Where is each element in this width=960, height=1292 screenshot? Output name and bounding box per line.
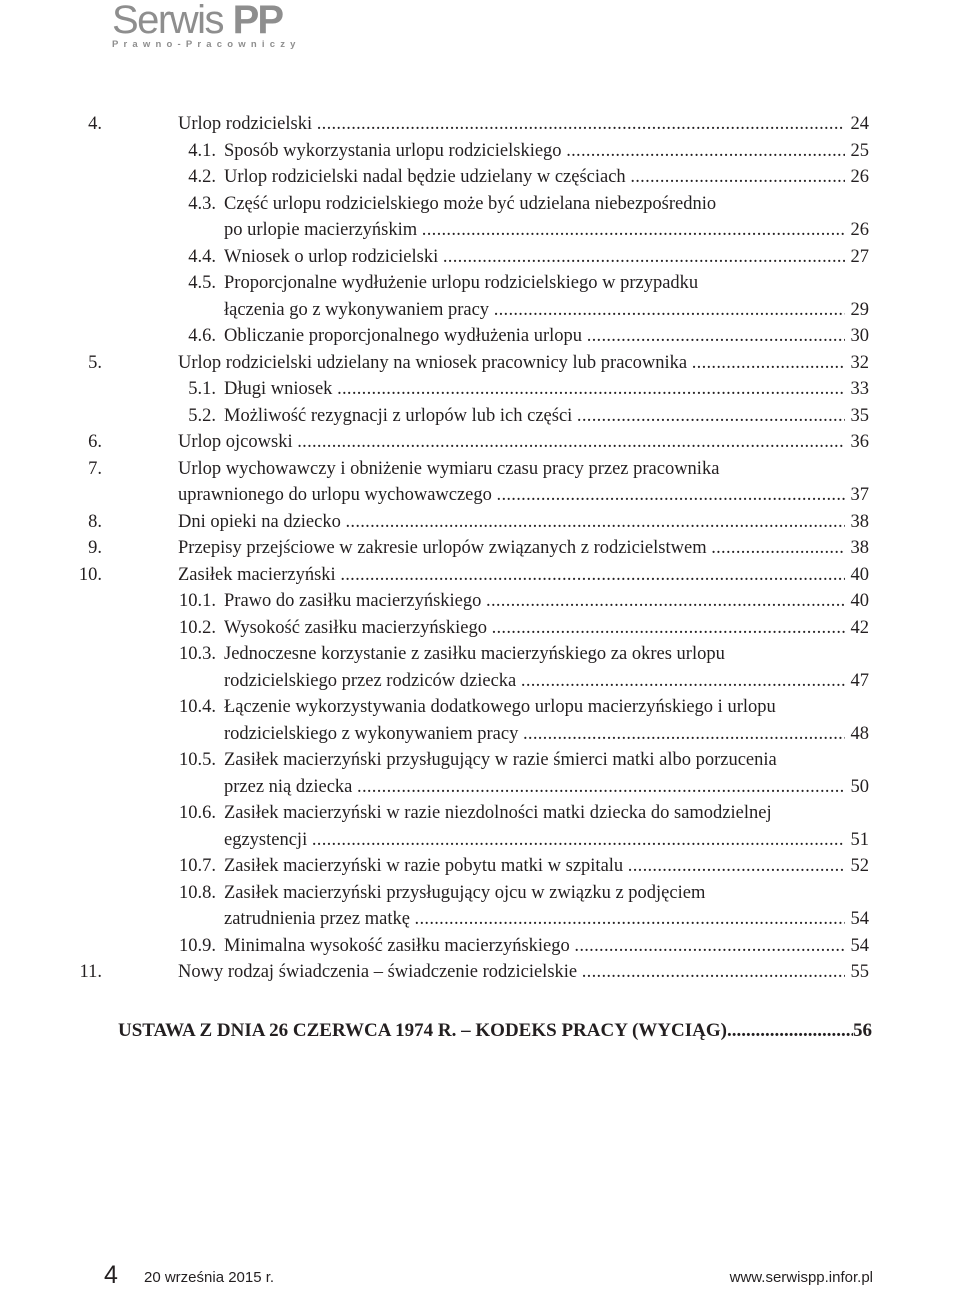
toc-entry[interactable]	[0, 562, 960, 589]
toc-entry-line	[0, 164, 960, 191]
toc-entry-title: Zasiłek macierzyński w razie pobytu matki w szpitalu	[224, 856, 624, 876]
toc-entry-number: 4.6.	[188, 326, 216, 346]
toc-dot-leader	[497, 482, 845, 509]
toc-entry-line	[0, 694, 960, 721]
toc-entry-page: 50	[850, 776, 869, 797]
toc-entry-page: 40	[850, 564, 869, 585]
toc-entry[interactable]	[0, 800, 960, 853]
toc-entry-title: egzystencji	[224, 829, 308, 850]
toc-entry[interactable]	[0, 403, 960, 430]
toc-entry-page: 35	[850, 405, 869, 426]
toc-entry-title: Obliczanie proporcjonalnego wydłużenia urlopu	[224, 326, 583, 346]
toc-entry-line	[0, 535, 960, 562]
toc-entry-page: 38	[850, 511, 869, 532]
toc-dot-leader	[345, 509, 845, 536]
footer-page-number: 4	[104, 1261, 118, 1289]
toc-entry-line	[0, 429, 960, 456]
table-of-contents	[0, 111, 960, 986]
toc-entry-page: 52	[850, 856, 869, 876]
toc-entry-number: 10.9.	[179, 935, 216, 956]
toc-entry-number: 10.4.	[179, 697, 216, 717]
toc-dot-leader	[582, 959, 845, 986]
toc-entry[interactable]	[0, 191, 960, 244]
toc-entry-line	[0, 562, 960, 589]
toc-dot-leader	[297, 429, 845, 456]
toc-entry-title: rodzicielskiego z wykonywaniem pracy	[224, 723, 519, 744]
toc-entry-line	[0, 615, 960, 642]
toc-entry-page: 38	[850, 538, 869, 558]
toc-entry-title: Zasiłek macierzyński przysługujący w razie śmierci matki albo porzucenia	[224, 750, 777, 770]
toc-entry-title: Zasiłek macierzyński	[178, 564, 336, 585]
toc-entry-title: Nowy rodzaj świadczenia – świadczenie rodzicielskie	[178, 962, 578, 982]
toc-entry-number: 5.	[88, 352, 102, 373]
toc-entry-number: 4.2.	[188, 167, 216, 187]
toc-entry-title: Proporcjonalne wydłużenie urlopu rodzicielskiego w przypadku	[224, 273, 699, 293]
toc-dot-leader	[628, 853, 845, 880]
toc-dot-leader	[492, 615, 845, 642]
toc-entry-number: 9.	[88, 538, 102, 558]
toc-entry[interactable]	[0, 111, 960, 138]
toc-entry[interactable]	[0, 138, 960, 165]
toc-entry-line	[0, 800, 960, 827]
toc-entry-continuation	[0, 906, 960, 933]
toc-entry-continuation	[0, 297, 960, 324]
toc-dot-leader	[577, 403, 845, 430]
toc-entry-line	[0, 376, 960, 403]
toc-entry-title: Urlop rodzicielski nadal będzie udzielany w częściach	[224, 167, 626, 187]
toc-entry-line	[0, 933, 960, 960]
toc-entry-title: Wysokość zasiłku macierzyńskiego	[224, 617, 487, 638]
toc-entry-title: Wniosek o urlop rodzicielski	[224, 246, 439, 267]
toc-dot-leader	[357, 774, 845, 801]
toc-entry-number: 11.	[79, 962, 102, 982]
toc-entry-number: 4.1.	[188, 140, 216, 161]
toc-entry-page: 30	[850, 326, 869, 346]
toc-entry-number: 10.2.	[179, 617, 216, 638]
toc-entry-line	[0, 456, 960, 483]
toc-entry-number: 10.7.	[179, 856, 216, 876]
toc-entry-page: 51	[850, 829, 869, 850]
toc-entry[interactable]	[0, 694, 960, 747]
toc-entry[interactable]	[0, 535, 960, 562]
toc-entry-title: Długi wniosek	[224, 379, 333, 399]
toc-entry-number: 5.2.	[188, 405, 216, 426]
toc-entry-number: 8.	[88, 511, 102, 532]
toc-dot-leader	[630, 164, 845, 191]
toc-entry-title: po urlopie macierzyńskim	[224, 220, 418, 240]
logo-brand-pp: PP	[232, 0, 283, 42]
toc-dot-leader	[566, 138, 845, 165]
toc-dot-leader	[317, 111, 845, 138]
toc-entry[interactable]	[0, 323, 960, 350]
toc-entry-page: 36	[850, 432, 869, 452]
toc-entry-line	[0, 323, 960, 350]
toc-entry-continuation	[0, 721, 960, 748]
toc-entry-line	[0, 403, 960, 430]
toc-dot-leader	[422, 217, 845, 244]
toc-entry-page: 24	[850, 114, 869, 134]
toc-entry-number: 4.5.	[188, 273, 216, 293]
toc-entry[interactable]	[0, 270, 960, 323]
toc-entry-number: 10.	[78, 564, 102, 585]
toc-entry-continuation	[0, 668, 960, 695]
toc-entry[interactable]	[0, 429, 960, 456]
toc-entry-title: Urlop rodzicielski udzielany na wniosek pracownicy lub pracownika	[178, 352, 688, 373]
toc-entry-title: Zasiłek macierzyński przysługujący ojcu w związku z podjęciem	[224, 882, 706, 903]
toc-dot-leader	[521, 668, 845, 695]
logo-wordmark	[112, 0, 301, 40]
toc-entry[interactable]	[0, 747, 960, 800]
page-footer	[0, 1260, 960, 1290]
toc-entry[interactable]	[0, 853, 960, 880]
toc-entry-page: 27	[850, 246, 869, 267]
toc-entry-title: Jednoczesne korzystanie z zasiłku macierzyńskiego za okres urlopu	[224, 644, 725, 664]
toc-entry-line	[0, 270, 960, 297]
toc-entry-number: 10.8.	[179, 882, 216, 903]
toc-entry-number: 5.1.	[188, 379, 216, 399]
toc-entry-title: zatrudnienia przez matkę	[224, 909, 410, 929]
toc-entry-number: 6.	[88, 432, 102, 452]
toc-entry-title: Przepisy przejściowe w zakresie urlopów związanych z rodzicielstwem	[178, 538, 707, 558]
toc-entry-number: 10.6.	[179, 803, 216, 823]
toc-entry-number: 10.5.	[179, 750, 216, 770]
toc-dot-leader	[486, 588, 845, 615]
toc-entry-title: Sposób wykorzystania urlopu rodzicielskiego	[224, 140, 562, 161]
toc-entry-page: 40	[850, 591, 869, 611]
toc-entry-page: 32	[850, 352, 869, 373]
toc-entry-page: 26	[850, 167, 869, 187]
toc-entry-page: 37	[850, 485, 869, 505]
toc-entry-title: łączenia go z wykonywaniem pracy	[224, 299, 490, 320]
toc-entry-line	[0, 138, 960, 165]
toc-ustawa-leader	[727, 1018, 853, 1044]
brand-logo	[112, 0, 301, 51]
footer-date: 20 września 2015 r.	[144, 1269, 275, 1286]
toc-entry-title: Dni opieki na dziecko	[178, 511, 341, 532]
toc-entry-line	[0, 747, 960, 774]
toc-entry-title: Minimalna wysokość zasiłku macierzyńskiego	[224, 935, 570, 956]
toc-entry[interactable]	[0, 588, 960, 615]
logo-brand-main: Serwis	[112, 0, 224, 42]
toc-dot-leader	[494, 297, 845, 324]
toc-entry[interactable]	[0, 641, 960, 694]
toc-ustawa-entry[interactable]	[118, 1018, 872, 1044]
toc-entry-page: 26	[850, 220, 869, 240]
toc-entry-page: 33	[850, 379, 869, 399]
toc-entry-title: Część urlopu rodzicielskiego może być udzielana niebezpośrednio	[224, 193, 717, 214]
toc-entry-continuation	[0, 217, 960, 244]
toc-entry[interactable]	[0, 509, 960, 536]
toc-entry-number: 4.4.	[188, 246, 216, 267]
toc-entry-page: 54	[850, 935, 869, 956]
toc-entry-continuation	[0, 482, 960, 509]
toc-dot-leader	[340, 562, 845, 589]
toc-entry-title: Prawo do zasiłku macierzyńskiego	[224, 591, 482, 611]
toc-entry-line	[0, 244, 960, 271]
toc-entry-title: Urlop wychowawczy i obniżenie wymiaru czasu pracy przez pracownika	[178, 458, 720, 479]
toc-ustawa-title: USTAWA Z DNIA 26 CZERWCA 1974 R. – KODEKS PRACY (WYCIĄG)	[118, 1020, 727, 1041]
toc-entry-title: przez nią dziecka	[224, 776, 353, 797]
toc-entry-number: 4.3.	[188, 193, 216, 214]
toc-entry-page: 25	[850, 140, 869, 161]
toc-dot-leader	[711, 535, 845, 562]
toc-entry-line	[0, 191, 960, 218]
logo-tagline: Prawno-Pracowniczy	[112, 39, 301, 50]
toc-entry-continuation	[0, 774, 960, 801]
toc-entry-title: rodzicielskiego przez rodziców dziecka	[224, 670, 517, 691]
toc-dot-leader	[574, 933, 845, 960]
toc-dot-leader	[443, 244, 845, 271]
toc-entry-continuation	[0, 827, 960, 854]
toc-entry-title: Urlop ojcowski	[178, 432, 293, 452]
toc-entry-title: Możliwość rezygnacji z urlopów lub ich części	[224, 405, 573, 426]
toc-entry[interactable]	[0, 164, 960, 191]
toc-entry-page: 42	[850, 617, 869, 638]
toc-entry-title: uprawnionego do urlopu wychowawczego	[178, 485, 492, 505]
toc-entry-line	[0, 641, 960, 668]
toc-entry[interactable]	[0, 456, 960, 509]
toc-entry-line	[0, 853, 960, 880]
toc-entry-title: Zasiłek macierzyński w razie niezdolności matki dziecka do samodzielnej	[224, 803, 772, 823]
toc-dot-leader	[692, 350, 845, 377]
toc-entry-title: Łączenie wykorzystywania dodatkowego urlopu macierzyńskiego i urlopu	[224, 697, 776, 717]
toc-entry-page: 48	[850, 723, 869, 744]
toc-entry[interactable]	[0, 933, 960, 960]
toc-entry-line	[0, 959, 960, 986]
toc-entry-line	[0, 111, 960, 138]
toc-entry[interactable]	[0, 350, 960, 377]
toc-dot-leader	[523, 721, 845, 748]
toc-ustawa-page: 56	[853, 1020, 872, 1041]
toc-entry-title: Urlop rodzicielski	[178, 114, 313, 134]
toc-dot-leader	[587, 323, 845, 350]
toc-entry-line	[0, 588, 960, 615]
toc-entry-number: 10.3.	[179, 644, 216, 664]
toc-entry-page: 55	[850, 962, 869, 982]
toc-entry-line	[0, 350, 960, 377]
toc-entry[interactable]	[0, 880, 960, 933]
toc-dot-leader	[312, 827, 845, 854]
toc-dot-leader	[337, 376, 845, 403]
toc-entry-page: 47	[850, 670, 869, 691]
toc-entry-line	[0, 880, 960, 907]
toc-dot-leader	[415, 906, 845, 933]
toc-entry[interactable]	[0, 615, 960, 642]
toc-entry[interactable]	[0, 959, 960, 986]
footer-url[interactable]: www.serwispp.infor.pl	[729, 1269, 873, 1286]
toc-entry-page: 54	[850, 909, 869, 929]
toc-entry-number: 7.	[88, 458, 102, 479]
toc-entry-line	[0, 509, 960, 536]
toc-entry-number: 4.	[88, 114, 102, 134]
toc-entry[interactable]	[0, 376, 960, 403]
toc-entry[interactable]	[0, 244, 960, 271]
toc-entry-page: 29	[850, 299, 869, 320]
toc-entry-number: 10.1.	[179, 591, 216, 611]
